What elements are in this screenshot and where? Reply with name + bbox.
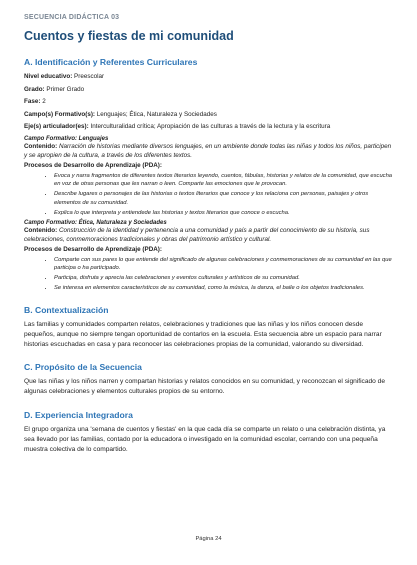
field-grado: Grado: Primer Grado <box>24 85 85 93</box>
pda-list-ens <box>24 256 395 293</box>
field-ejes-articuladores: Eje(s) articulador(es): Interculturalidad crítica; Apropiación de las culturas a través de la lectura y la escritura <box>24 123 331 131</box>
pda-heading: Procesos de Desarrollo de Aprendizaje (PDA): <box>24 246 162 254</box>
section-heading-contextualizacion: B. Contextualización <box>24 304 109 315</box>
list-item: • Participa, disfruta y aprecia las celebraciones y eventos culturales y artísticos de su comunidad. <box>54 274 395 282</box>
list-item: • Describe lugares o personajes de las historias o textos literarios que conoce y los relaciona con personas, paisajes y otros elementos de su comunidad. <box>54 190 395 207</box>
contextualizacion-text: Las familias y comunidades comparten relatos, celebraciones y tradiciones que las niñas y los niños conocen desde pequeños, aunque no siempre tengan oportunidad de contarlos en la escuela. Esta secuencia abre un espacio para narrar historias escuchadas en casa y para reconocer las celebraciones propias de la comunidad, valorando su diversidad. <box>24 320 382 349</box>
campo-lenguajes-title: Campo Formativo: Lenguajes <box>24 135 109 142</box>
pda-list-lenguajes <box>24 172 395 217</box>
page-title: Cuentos y fiestas de mi comunidad <box>24 29 234 43</box>
list-item: • Se interesa en elementos característicos de su comunidad, como la música, la danza, el baile o los objetos tradicionales. <box>54 284 395 292</box>
experiencia-text: El grupo organiza una 'semana de cuentos y fiestas' en la que cada día se comparte un relato o una celebración distinta, ya sea llevado por las familias, contado por la educadora o investigado en la comunidad escolar, cerrando con una pequeña muestra colectiva de lo compartido. <box>24 425 386 454</box>
section-heading-experiencia: D. Experiencia Integradora <box>24 409 133 420</box>
list-item: • Evoca y narra fragmentos de diferentes textos literarios leyendo, cuentos, fábulas, historias y relatos de la comunidad, que escucha en voz de otras personas que les narran o leen. Comparte las emociones que le provocan. <box>54 172 395 189</box>
field-nivel-educativo: Nivel educativo: Preescolar <box>24 73 105 80</box>
campo-ens-title: Campo Formativo: Ética, Naturaleza y Sociedades <box>24 220 167 226</box>
section-heading-proposito: C. Propósito de la Secuencia <box>24 362 142 373</box>
field-fase: Fase: 2 <box>24 98 46 106</box>
field-campos-formativos: Campo(s) Formativo(s): Lenguajes; Ética, Naturaleza y Sociedades <box>24 110 217 118</box>
campo-ens-contenido: Contenido: Construcción de la identidad y pertenencia a una comunidad y país a partir del conocimiento de su historia, sus celebraciones, conmemoraciones tradicionales y obras del patrimonio artístico y cultural. <box>24 227 370 244</box>
proposito-text: Que las niñas y los niños narren y compartan historias y relatos conocidos en su comunidad, y reconozcan el significado de algunas celebraciones y elementos culturales propios de su entorno. <box>24 378 386 396</box>
running-header: SECUENCIA DIDÁCTICA 03 <box>24 14 120 21</box>
list-item: • Comparte con sus pares lo que entiende del significado de algunas celebraciones y conmemoraciones de su comunidad en las que participa o ha participado. <box>54 256 395 273</box>
section-heading-identificacion: A. Identificación y Referentes Curriculares <box>24 57 198 67</box>
list-item: • Explica lo que interpreta y entiendede las historias y textos literarios que conoce o escucha. <box>54 209 395 217</box>
page-number: Página 24 <box>195 536 222 542</box>
pda-heading: Procesos de Desarrollo de Aprendizaje (PDA): <box>24 162 162 170</box>
campo-lenguajes-contenido: Contenido: Narración de historias mediante diversos lenguajes, en un ambiente donde todas las niñas y todos los niños, participen y se apropien de la cultura, a través de los diferentes textos. <box>24 142 392 160</box>
